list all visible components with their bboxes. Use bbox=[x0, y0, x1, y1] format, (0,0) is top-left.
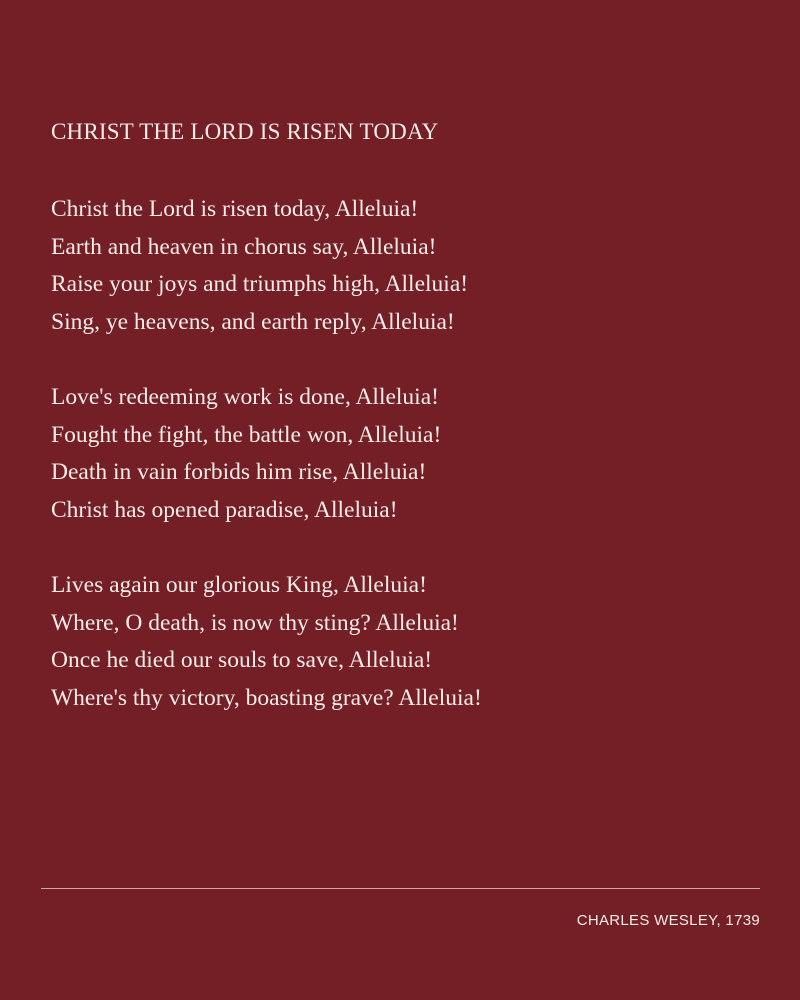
poem-title: CHRIST THE LORD IS RISEN TODAY bbox=[51, 119, 439, 144]
stanza-2 bbox=[51, 379, 771, 529]
poem-line: Christ has opened paradise, Alleluia! bbox=[51, 496, 398, 523]
poem-line: Where's thy victory, boasting grave? Alleluia! bbox=[51, 684, 482, 711]
poem-line: Fought the fight, the battle won, Alleluia! bbox=[51, 421, 442, 448]
poem-body bbox=[51, 191, 771, 755]
poem-line: Lives again our glorious King, Alleluia! bbox=[51, 572, 427, 598]
poem-line: Christ the Lord is risen today, Alleluia! bbox=[51, 196, 419, 222]
author-attribution: CHARLES WESLEY, 1739 bbox=[576, 912, 760, 929]
poem-line: Where, O death, is now thy sting? Alleluia! bbox=[51, 609, 459, 636]
poem-line: Earth and heaven in chorus say, Alleluia! bbox=[51, 233, 437, 260]
poem-line: Once he died our souls to save, Alleluia! bbox=[51, 647, 433, 673]
poem-line: Death in vain forbids him rise, Alleluia! bbox=[51, 459, 427, 485]
stanza-3 bbox=[51, 567, 771, 717]
poem-line: Love's redeeming work is done, Alleluia! bbox=[51, 384, 439, 410]
poem-line: Sing, ye heavens, and earth reply, Alleluia! bbox=[51, 308, 455, 335]
stanza-1 bbox=[51, 191, 771, 341]
footer-divider bbox=[41, 888, 760, 889]
poem-line: Raise your joys and triumphs high, Alleluia! bbox=[51, 271, 469, 297]
